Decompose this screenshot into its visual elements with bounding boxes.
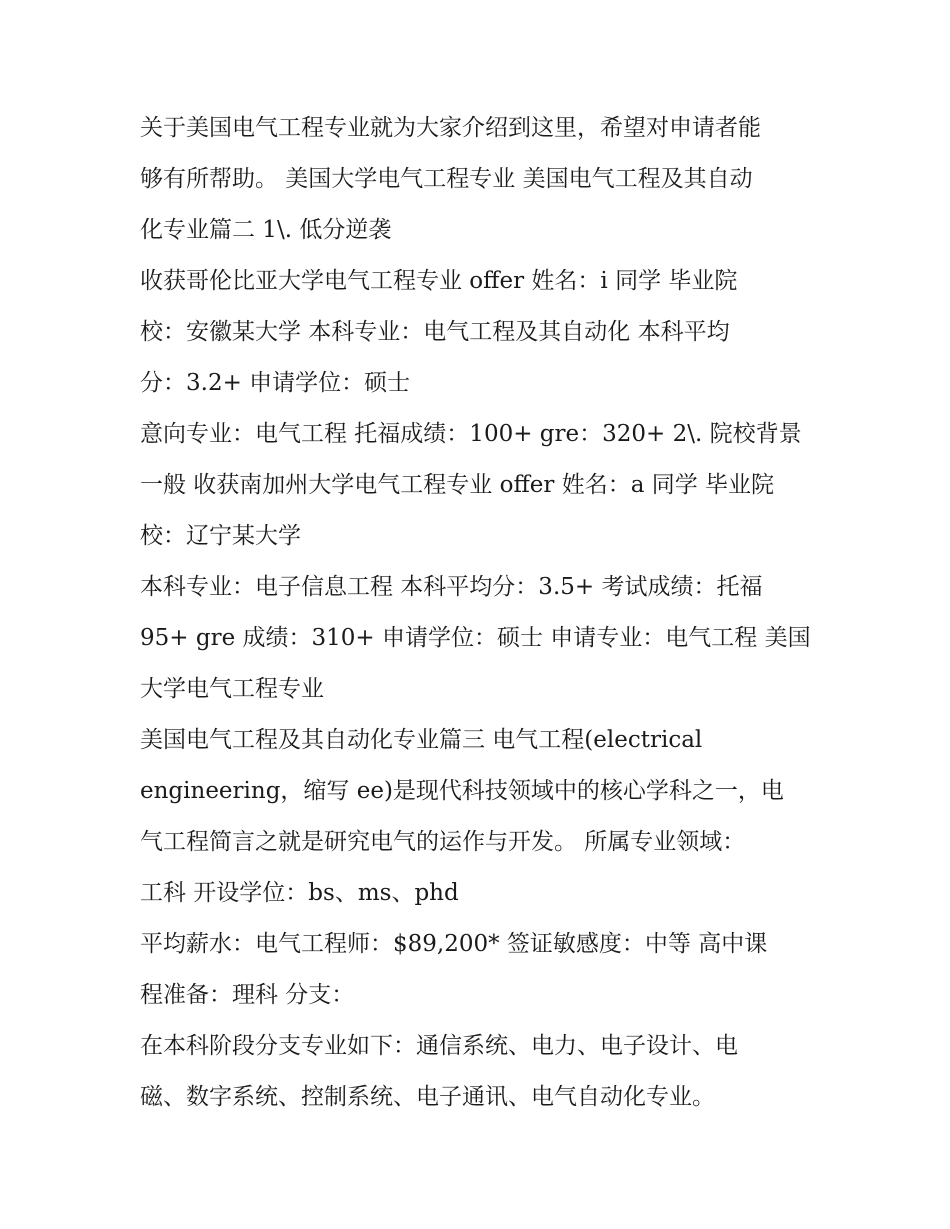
text-line: 分：3.2+ 申请学位：硕士 (140, 370, 411, 396)
text-line: 意向专业：电气工程 托福成绩：100+ gre：320+ 2\. 院校背景 (140, 421, 802, 447)
text-line: 在本科阶段分支专业如下：通信系统、电力、电子设计、电 (140, 1033, 738, 1059)
body-text (140, 103, 820, 1123)
text-line: 工科 开设学位：bs、ms、phd (140, 880, 459, 906)
text-line: 本科专业：电子信息工程 本科平均分：3.5+ 考试成绩：托福 (140, 574, 763, 600)
text-line: 校：辽宁某大学 (140, 523, 301, 549)
text-line: 一般 收获南加州大学电气工程专业 offer 姓名：a 同学 毕业院 (140, 472, 775, 498)
text-line: 大学电气工程专业 (140, 676, 324, 702)
text-line: engineering，缩写 ee)是现代科技领域中的核心学科之一，电 (140, 778, 784, 804)
text-line: 校：安徽某大学 本科专业：电气工程及其自动化 本科平均 (140, 319, 730, 345)
text-line: 收获哥伦比亚大学电气工程专业 offer 姓名：i 同学 毕业院 (140, 268, 738, 294)
text-line: 关于美国电气工程专业就为大家介绍到这里，希望对申请者能 (140, 115, 761, 141)
text-line: 化专业篇二 1\. 低分逆袭 (140, 217, 392, 243)
text-line: 程准备：理科 分支： (140, 982, 355, 1008)
text-line: 95+ gre 成绩：310+ 申请学位：硕士 申请专业：电气工程 美国 (140, 625, 811, 651)
text-line: 够有所帮助。 美国大学电气工程专业 美国电气工程及其自动 (140, 166, 753, 192)
text-line: 平均薪水：电气工程师：$89,200* 签证敏感度：中等 高中课 (140, 931, 768, 957)
text-line: 美国电气工程及其自动化专业篇三 电气工程(electrical (140, 727, 703, 753)
text-line: 磁、数字系统、控制系统、电子通讯、电气自动化专业。 (140, 1084, 715, 1110)
text-line: 气工程简言之就是研究电气的运作与开发。 所属专业领域： (140, 829, 746, 855)
